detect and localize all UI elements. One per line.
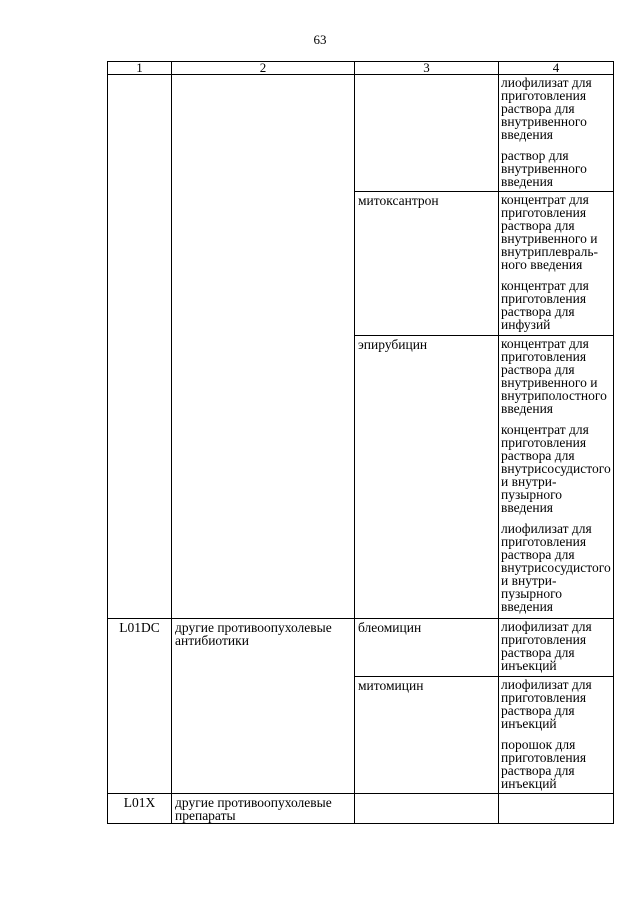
dosage-form: концентрат для приготовления раствора для внутривенного и внутриплеврального введения <box>501 192 598 272</box>
atc-code-cell: L01DC <box>108 619 172 794</box>
header-cell-4: 4 <box>499 62 614 75</box>
page-number: 63 <box>313 32 327 47</box>
header-row <box>108 62 614 75</box>
atc-code-cell: L01X <box>108 794 172 824</box>
dosage-form: лиофилизат для приготовления раствора для внутрисосудистого и внутрипузырного введения <box>501 521 611 614</box>
drug-name-cell: эпирубицин <box>355 336 499 619</box>
group-name-cell: другие противоопухолевые препараты <box>172 794 355 824</box>
drug-name-cell <box>355 75 499 192</box>
drug-name-cell: митомицин <box>355 677 499 794</box>
drug-name-cell: блеомицин <box>355 619 499 677</box>
table-row <box>108 619 614 677</box>
drug-name-cell: митоксантрон <box>355 192 499 336</box>
dosage-forms-cell <box>499 619 614 677</box>
dosage-forms-cell <box>499 192 614 336</box>
dosage-form: концентрат для приготовления раствора для внутривенного и внутриполостного введения <box>501 336 607 416</box>
dosage-form: порошок для приготовления раствора для инъекций <box>501 737 587 791</box>
header-cell-2: 2 <box>172 62 355 75</box>
dosage-form: лиофилизат для приготовления раствора для внутривенного введения <box>501 75 592 142</box>
dosage-form: концентрат для приготовления раствора для внутрисосудистого и внутрипузырного введения <box>501 422 611 515</box>
drug-table <box>107 61 614 824</box>
group-name-cell: другие противоопухолевые антибиотики <box>172 619 355 794</box>
header-cell-3: 3 <box>355 62 499 75</box>
header-cell-1: 1 <box>108 62 172 75</box>
drug-name-cell <box>355 794 499 824</box>
dosage-forms-cell <box>499 677 614 794</box>
dosage-forms-cell <box>499 75 614 192</box>
atc-code-cell <box>108 75 172 619</box>
dosage-forms-cell <box>499 794 614 824</box>
group-name-cell <box>172 75 355 619</box>
dosage-form: лиофилизат для приготовления раствора для инъекций <box>501 619 592 673</box>
table-row <box>108 794 614 824</box>
dosage-form: лиофилизат для приготовления раствора для инъекций <box>501 677 592 731</box>
table-row <box>108 75 614 192</box>
dosage-form: концентрат для приготовления раствора для инфузий <box>501 278 589 332</box>
dosage-forms-cell <box>499 336 614 619</box>
dosage-form: раствор для внутривенного введения <box>501 148 587 189</box>
